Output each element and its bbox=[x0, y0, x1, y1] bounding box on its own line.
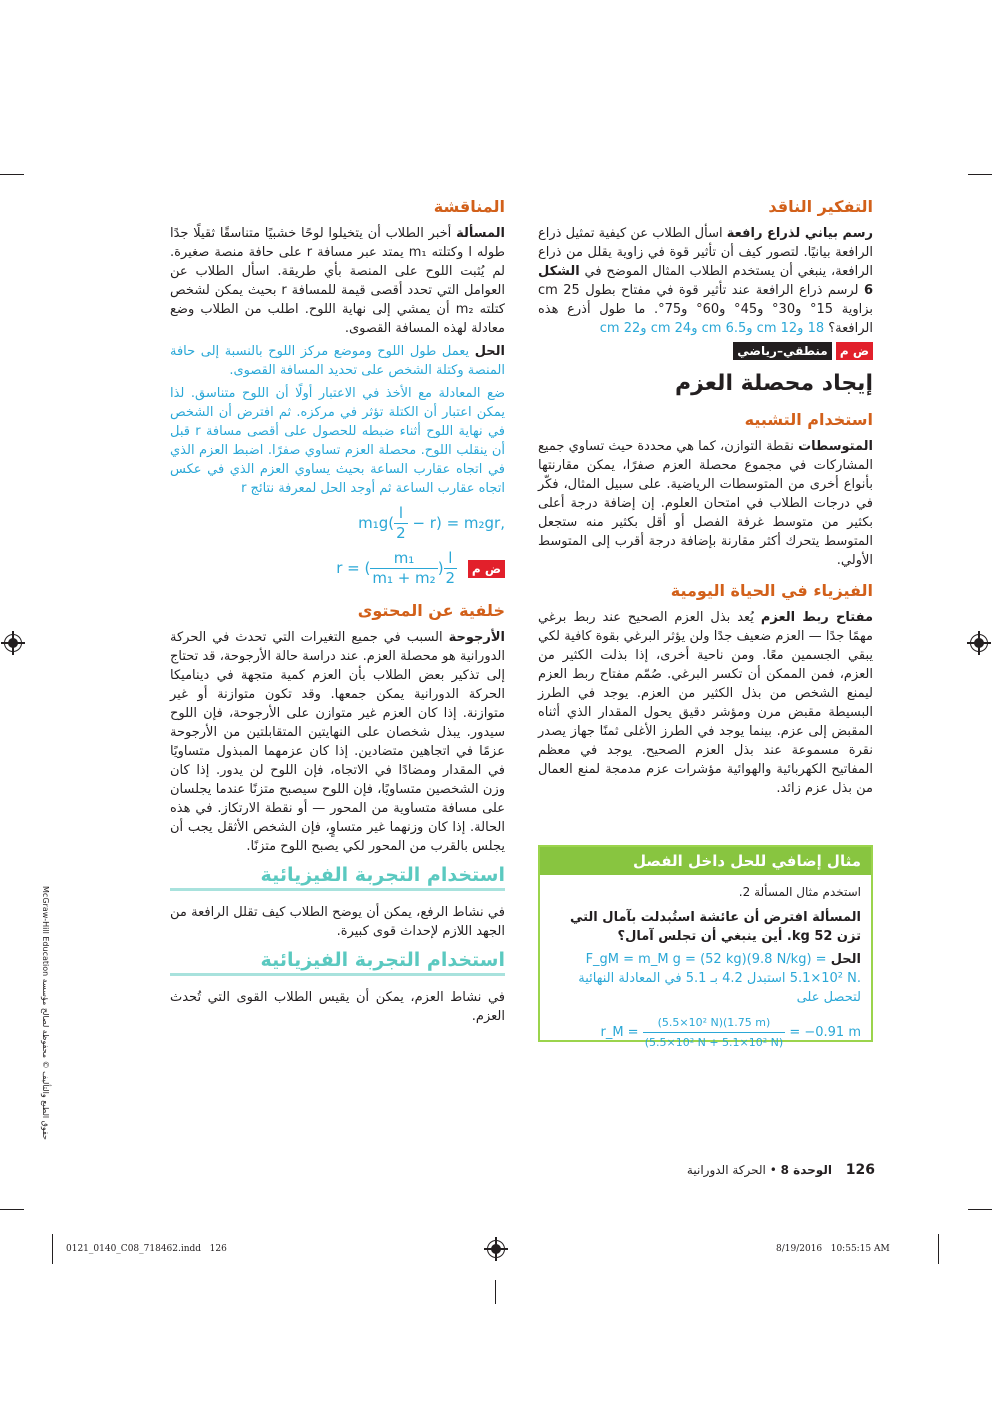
content-background-lead: الأرجوحة bbox=[448, 630, 505, 645]
extra-example-solution-lead: الحل bbox=[830, 952, 861, 967]
crop-mark-top-right bbox=[968, 174, 992, 175]
discussion-eq2-pre: r = ( bbox=[336, 559, 371, 577]
badge-black: منطقي–رياضي bbox=[733, 342, 831, 360]
discussion-eq2-den-2: 2 bbox=[445, 569, 456, 587]
crop-mark-bottom-left bbox=[0, 1209, 24, 1210]
everyday-physics-lead: مفتاح ربط العزم bbox=[760, 610, 873, 625]
discussion-eq1 bbox=[170, 504, 505, 543]
extra-example-eq1: F_gM = m_M g = (52 kg)(9.8 N/kg) = 5.1×10² N. bbox=[585, 952, 861, 986]
discussion-badge: ض م bbox=[468, 560, 505, 578]
registration-mark-left-icon bbox=[4, 634, 22, 652]
content-background-title: خلفية عن المحتوى bbox=[357, 601, 505, 620]
footer-chapter: الحركة الدورانية bbox=[686, 1163, 766, 1177]
footer-unit: الوحدة 8 bbox=[780, 1163, 832, 1177]
extra-example-eq2-den: (5.5×10² N + 5.1×10² N) bbox=[644, 1036, 784, 1049]
discussion-eq2-den: m₁ + m₂ bbox=[372, 569, 436, 587]
lab-1-title: استخدام التجربة الفيزيائية bbox=[260, 864, 505, 886]
timestamp: 8/19/2016 10:55:15 AM bbox=[776, 1244, 890, 1254]
discussion-eq2-fraction-2 bbox=[444, 549, 458, 588]
extra-example-eq2-rhs: = −0.91 m bbox=[789, 1025, 861, 1040]
extra-example-header: مثال إضافي للحل داخل الفصل bbox=[540, 847, 871, 875]
analogy-title: استخدام التشبيه bbox=[744, 410, 873, 429]
critical-thinking-answer: 18 و12 cm و6.5 cm و24 cm و22 cm bbox=[599, 321, 825, 336]
lab-2-body: في نشاط العزم، يمكن أن يقيس الطلاب القوى التي تُحدث العزم. bbox=[170, 990, 505, 1024]
extra-example-eq2-num: (5.5×10² N)(1.75 m) bbox=[643, 1013, 785, 1033]
analogy-lead: المتوسطات bbox=[798, 439, 873, 454]
discussion-eq1-pre: m₁g( bbox=[358, 514, 395, 532]
discussion-answer-1 bbox=[170, 342, 505, 380]
critical-thinking-title: التفكير الناقد bbox=[768, 197, 873, 216]
extra-example-content bbox=[540, 875, 871, 1066]
extra-example-intro: استخدم مثال المسألة 2. bbox=[738, 885, 861, 899]
discussion-eq1-post: − r) = m₂gr, bbox=[407, 514, 505, 532]
discussion-eq2-num-2: l bbox=[444, 549, 458, 569]
registration-mark-bottom-icon bbox=[487, 1240, 505, 1258]
registration-mark-right-icon bbox=[970, 634, 988, 652]
crop-mark-bottom-right-v bbox=[938, 1234, 939, 1264]
right-column bbox=[538, 196, 873, 802]
lab-1-rule bbox=[170, 888, 505, 891]
discussion-question-lead: المسألة bbox=[456, 226, 505, 241]
discussion-title: المناقشة bbox=[433, 197, 505, 216]
crop-mark-bottom-right bbox=[968, 1209, 992, 1210]
file-name: 0121_0140_C08_718462.indd 126 bbox=[66, 1244, 227, 1254]
critical-thinking-body-1: اسأل الطلاب عن كيفية تمثيل ذراع الرافعة بيانيًا. لتصور كيف أن تأثير قوة في زاوية يقلل من ذراع الرافعة، ينبغي أن يستخدم الطلاب المثال الموضح في bbox=[538, 226, 873, 279]
crop-mark-bottom-center-v bbox=[495, 1280, 496, 1304]
lab-1-body: في نشاط الرفع، يمكن أن يوضح الطلاب كيف تقلل الرافعة من الجهد اللازم لإحداث قوى كبيرة. bbox=[170, 905, 505, 939]
critical-thinking-body-2: لرسم ذراع الرافعة عند تأثير قوة في مفتاح بطول 25 cm بزاوية 15° و30° و45° و60° و75°. ما طول أذرع هذه الرافعة؟ bbox=[538, 283, 873, 336]
discussion-eq2 bbox=[170, 549, 505, 588]
everyday-physics-title: الفيزياء في الحياة اليومية bbox=[670, 581, 873, 600]
discussion-eq1-num: l bbox=[394, 504, 408, 524]
badge-row bbox=[538, 342, 873, 361]
discussion-eq2-mid: ) bbox=[437, 559, 444, 577]
left-column bbox=[170, 196, 505, 1030]
extra-example-problem-text: افترض أن عائشة استُبدلت بآمال التي تزن 52 kg. أين ينبغي أن تجلس آمال؟ bbox=[569, 910, 861, 944]
crop-mark-top-left bbox=[0, 174, 24, 175]
discussion-eq2-fraction bbox=[370, 549, 437, 588]
discussion-answer-lead: الحل bbox=[474, 344, 505, 359]
content-background-text bbox=[170, 628, 505, 856]
extra-example-problem-lead: المسألة bbox=[812, 910, 861, 925]
extra-example-eq2-fraction bbox=[643, 1013, 785, 1052]
lab-2-rule bbox=[170, 973, 505, 976]
content-background-body: السبب في جميع التغيرات التي تحدث في الحركة الدورانية هو محصلة العزم. عند دراسة حالة الأرجوحة، قد تحتاج إلى تذكير بعض الطلاب بأن العزم كمية متجهة في ديناميكا الحركة الدورانية يمكن جمعها. وقد تكون متوازنة أو غير متوازنة. إذا كان العزم غير متوازن على الأرجوحة، فإن اللوح سيدور. يبذل شخصان على النهايتين المتقابلتين من الأرجوحة عزمًا في اتجاهين متضادين. إذا كان عزمهما المبذول متساويًا في المقدار ومضادًا في الاتجاه، فإن اللوح لن يدور. إذا كان وزن الشخصين متساويًا، فإن اللوح سيصبح متزنًا عندما يجلسان على مسافة متساوية من المحور — أو نقطة الارتكاز. في هذه الحالة. إذا كان وزنهما غير متساوٍ، فإن الشخص الأثقل يجب أن يجلس بالقرب من المحور لكي يصبح اللوح متزنًا. bbox=[170, 630, 505, 854]
lab-2-title: استخدام التجربة الفيزيائية bbox=[260, 949, 505, 971]
extra-example-problem bbox=[550, 908, 861, 946]
discussion-eq1-fraction bbox=[394, 504, 408, 543]
analogy-body: نقطة التوازن، كما هي محددة حيث تساوي جميع المشاركات في مجموع محصلة العزم صفرًا، يمكن مقارنتها بأنواع أخرى من المتوسطات الرياضية. على سبيل المثال، فكّر في درجات الطلاب في امتحان العلوم. إن إضافة درجة أعلى بكثير من متوسط غرفة الفصل أو أقل بكثير منه ستجعل المتوسط يتحرك أكثر مقارنة بإضافة درجة أقرب إلى المتوسط الأولي. bbox=[538, 439, 873, 568]
critical-thinking-lead: رسم بياني لذراع رافعة bbox=[726, 226, 874, 241]
page-footer bbox=[600, 1162, 875, 1178]
extra-example-solution-text: استبدل 4.2 بـ 5.1 في المعادلة النهائية لتحصل على bbox=[578, 971, 861, 1005]
footer-bullet: • bbox=[769, 1163, 777, 1177]
discussion-answer-1-body: يعمل طول اللوح وموضع مركز اللوح بالنسبة إلى حافة المنصة وكتلة الشخص على تحديد المسافة القصوى. bbox=[170, 344, 505, 378]
crop-mark-bottom-left-v bbox=[52, 1234, 53, 1264]
extra-example-solution bbox=[550, 950, 861, 1007]
everyday-physics-body: يُعد بذل العزم الصحيح عند ربط برغي مهمًا جدًا — العزم ضعيف جدًا ولن يؤثر البرغي بقوة كافية لكي يبقي الجسمين معًا. ومن ناحية أخرى، إذا بذلت الكثير من العزم، فمن الممكن أن تكسر البرغي. صُمّم مفتاح ربط العزم ليمنع الشخص من بذل الكثير من العزم. يوجد في الطرز البسيطة مقبض مرن ومؤشر دقيق يحول المقدار الذي أثناه المقبض إلى عزم. بينما يوجد في الطرز الأغلى ثمنًا جهاز يصدر نقرة مسموعة عند بذل العزم الصحيح. يوجد في معظم المفاتيح الكهربائية والهوائية مؤشرات عزم مدمجة لمنع العمال من بذل عزم زائد. bbox=[538, 610, 873, 796]
extra-example-eq2-lhs: r_M = bbox=[600, 1025, 639, 1040]
main-title: إيجاد محصلة العزم bbox=[674, 371, 873, 396]
discussion-answer-2: ضع المعادلة مع الأخذ في الاعتبار أولًا أن اللوح متناسق. لذا يمكن اعتبار أن الكتلة تؤثر في مركزه. ثم افترض أن الشخص في نهاية اللوح أثناء ضبطه للحصول على أقصى مسافة r قبل أن ينقلب اللوح. محصلة العزم تساوي صفرًا. اضبط العزم الذي في اتجاه عقارب الساعة بحيث يساوي العزم الذي في عكس اتجاه عقارب الساعة ثم أوجد الحل لمعرفة نتائج r bbox=[170, 386, 505, 496]
figure-ref: الشكل 6 bbox=[538, 264, 873, 298]
everyday-physics-text bbox=[538, 608, 873, 798]
discussion-question-body: أخبر الطلاب أن يتخيلوا لوحًا خشبيًا متناسقًا ثقيلًا جدًا طوله l وكتلته m₁ يمتد عبر مسافة r على حافة منصة صغيرة. لم يُثبت اللوح على المنصة بأي طريقة. اسأل الطلاب عن العوامل التي تحدد أقصى قيمة للمسافة r بحيث يمكن لشخص كتلته m₂ أن يمشي إلى نهاية اللوح. اطلب من الطلاب وضع معادلة لهذه المسافة القصوى. bbox=[170, 226, 506, 336]
discussion-eq2-num: m₁ bbox=[370, 549, 437, 569]
discussion-eq1-den: 2 bbox=[396, 524, 406, 542]
vertical-copyright: حقوق الطبع والتأليف © محفوظة لصالح مؤسسة McGraw-Hill Education bbox=[41, 886, 50, 1140]
extra-example-box bbox=[538, 845, 873, 1049]
critical-thinking-text bbox=[538, 224, 873, 338]
badge-red: ض م bbox=[836, 342, 873, 360]
extra-example-eq2 bbox=[550, 1013, 861, 1052]
analogy-text bbox=[538, 437, 873, 570]
page-number: 126 bbox=[845, 1162, 875, 1178]
discussion-question bbox=[170, 224, 505, 338]
